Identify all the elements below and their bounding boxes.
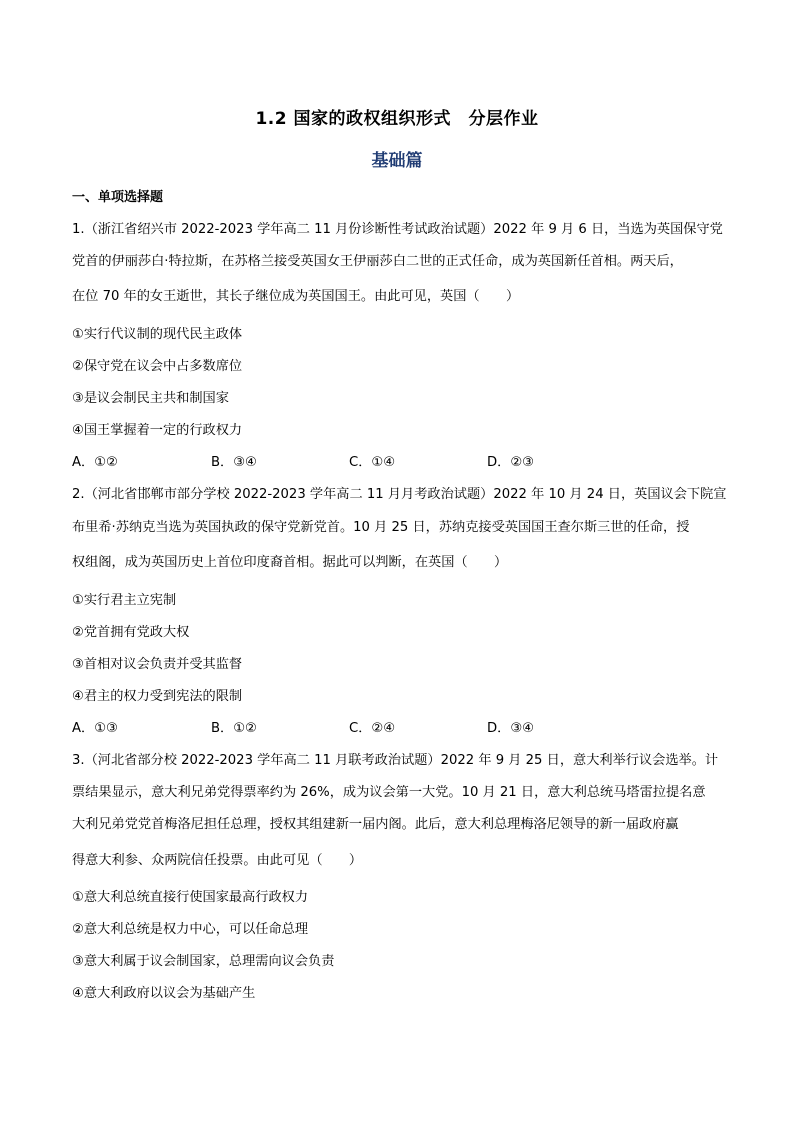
q3-stem-line-2: 票结果显示，意大利兄弟党得票率约为 26%，成为议会第一大党。10 月 21 日，意大利总统马塔雷拉提名意: [72, 785, 706, 800]
q2-stem-line-2: 布里希·苏纳克当选为英国执政的保守党新党首。10 月 25 日，苏纳克接受英国国王查尔斯三世的任命，授: [72, 520, 690, 535]
q3-item-3: ③意大利属于议会制国家，总理需向议会负责: [72, 954, 335, 969]
q2-item-4: ④君主的权力受到宪法的限制: [72, 689, 243, 704]
q2-item-2: ②党首拥有党政大权: [72, 625, 190, 640]
q1-item-4: ④国王掌握着一定的行政权力: [72, 423, 243, 438]
q1-item-1: ①实行代议制的现代民主政体: [72, 327, 243, 342]
q1-stem-line-1: 1.（浙江省绍兴市 2022-2023 学年高二 11 月份诊断性考试政治试题）2022 年 9 月 6 日，当选为英国保守党: [72, 222, 723, 237]
q2-option-d: D．③④: [487, 721, 534, 736]
q1-stem-line-2: 党首的伊丽莎白·特拉斯，在苏格兰接受英国女王伊丽莎白二世的正式任命，成为英国新任首相。两天后，: [72, 254, 683, 269]
q2-item-3: ③首相对议会负责并受其监督: [72, 657, 243, 672]
q2-stem-line-3: 权组阁，成为英国历史上首位印度裔首相。据此可以判断，在英国（ ）: [72, 555, 508, 570]
q2-stem-line-1: 2.（河北省邯郸市部分学校 2022-2023 学年高二 11 月月考政治试题）2022 年 10 月 24 日，英国议会下院宣: [72, 487, 727, 502]
page-subtitle: 基础篇: [371, 151, 423, 171]
q1-option-c: C．①④: [349, 455, 396, 470]
q1-stem-line-3: 在位 70 年的女王逝世，其长子继位成为英国国王。由此可见，英国（ ）: [72, 289, 520, 304]
q1-option-a: A．①②: [72, 455, 118, 470]
q3-item-4: ④意大利政府以议会为基础产生: [72, 986, 256, 1001]
q1-item-3: ③是议会制民主共和制国家: [72, 391, 229, 406]
q2-option-b: B．①②: [211, 721, 257, 736]
q2-item-1: ①实行君主立宪制: [72, 593, 177, 608]
q3-item-2: ②意大利总统是权力中心，可以任命总理: [72, 922, 309, 937]
q2-option-c: C．②④: [349, 721, 396, 736]
q1-option-b: B．③④: [211, 455, 257, 470]
q3-stem-line-1: 3.（河北省部分校 2022-2023 学年高二 11 月联考政治试题）2022 年 9 月 25 日，意大利举行议会选举。计: [72, 753, 719, 768]
q2-option-a: A．①③: [72, 721, 118, 736]
q1-option-d: D．②③: [487, 455, 534, 470]
page-title: 1.2 国家的政权组织形式 分层作业: [255, 109, 539, 129]
q3-stem-line-4: 得意大利参、众两院信任投票。由此可见（ ）: [72, 853, 363, 868]
q1-item-2: ②保守党在议会中占多数席位: [72, 359, 243, 374]
q3-item-1: ①意大利总统直接行使国家最高行政权力: [72, 890, 309, 905]
section-heading: 一、单项选择题: [72, 190, 164, 205]
q3-stem-line-3: 大利兄弟党党首梅洛尼担任总理，授权其组建新一届内阁。此后，意大利总理梅洛尼领导的新一届政府赢: [72, 817, 679, 832]
